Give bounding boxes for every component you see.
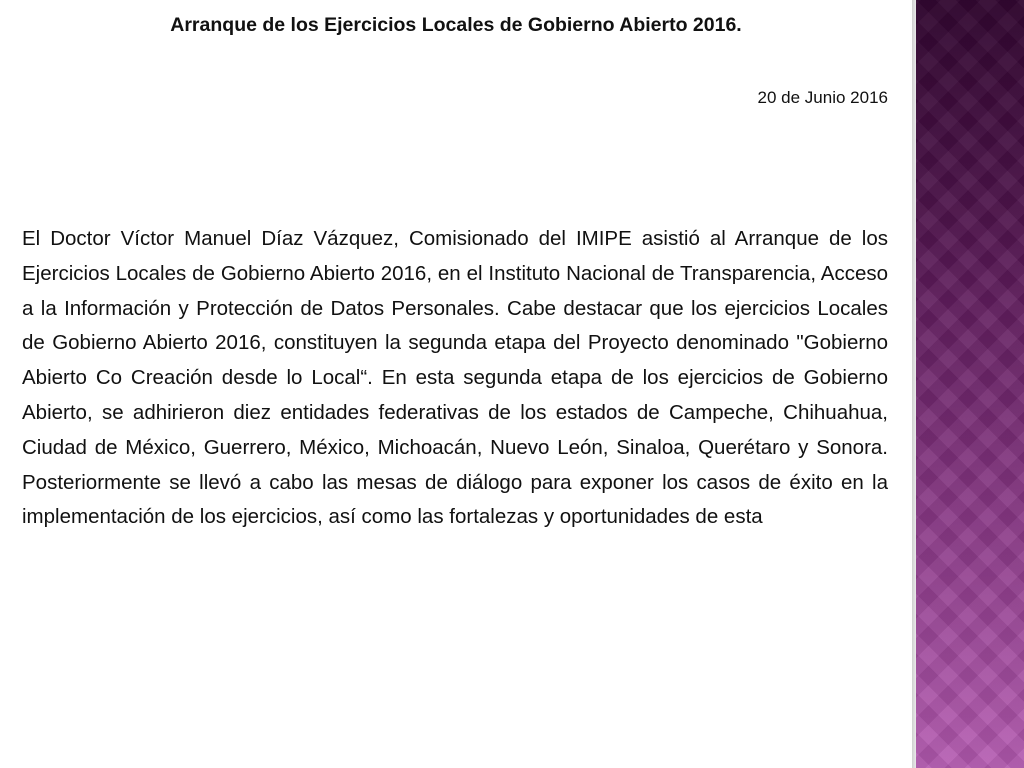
- slide-date: 20 de Junio 2016: [757, 88, 888, 107]
- side-band-edge: [912, 0, 916, 768]
- decorative-side-band: [912, 0, 1024, 768]
- slide-body-text: El Doctor Víctor Manuel Díaz Vázquez, Comisionado del IMIPE asistió al Arranque de los Ejercicios Locales de Gobierno Abierto 2016, en el Instituto Nacional de Transparencia, Acceso a la Información y Protección de Datos Personales. Cabe destacar que los ejercicios Locales de Gobierno Abierto 2016, constituyen la segunda etapa del Proyecto denominado "Gobierno Abierto Co Creación desde lo Local“. En esta segunda etapa de los ejercicios de Gobierno Abierto, se adhirieron diez entidades federativas de los estados de Campeche, Chihuahua, Ciudad de México, Guerrero, México, Michoacán, Nuevo León, Sinaloa, Querétaro y Sonora. Posteriormente se llevó a cabo las mesas de diálogo para exponer los casos de éxito en la implementación de los ejercicios, así como las fortalezas y oportunidades de esta: [22, 227, 888, 529]
- slide-title: Arranque de los Ejercicios Locales de Gobierno Abierto 2016.: [170, 14, 742, 36]
